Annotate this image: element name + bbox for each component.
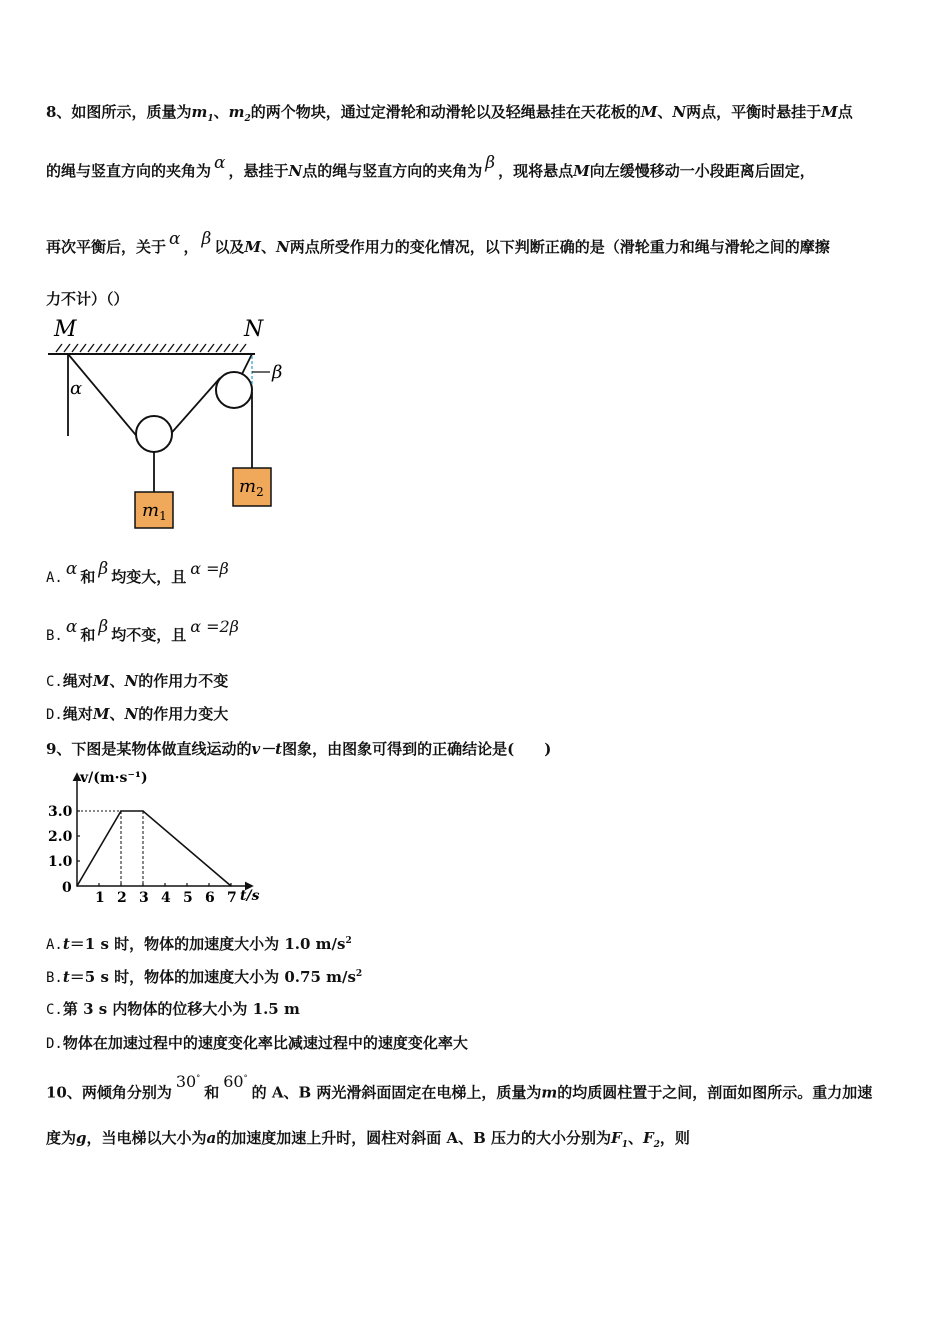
- q10-text: 的 A、B 两光滑斜面固定在电梯上，质量为: [251, 1083, 542, 1102]
- q8-sep: 、: [657, 103, 673, 121]
- option-letter: C.: [46, 674, 63, 690]
- x-tick-label: 3: [139, 890, 149, 906]
- q8-text: ，现将悬点: [498, 162, 574, 180]
- x-axis-label: t/s: [240, 888, 260, 904]
- q8-text: 力不计）（）: [46, 290, 129, 308]
- q10-text: 和: [204, 1083, 220, 1102]
- q9-option-a[interactable]: [46, 930, 352, 956]
- option-text: 的作用力变大: [138, 705, 229, 723]
- var-g: g: [76, 1129, 87, 1147]
- ceiling-hatching: [56, 344, 246, 352]
- q8-sep: 、: [213, 103, 229, 121]
- alpha-symbol: α: [214, 153, 226, 173]
- option-text: ＝1 s 时，物体的加速度大小为 1.0 m/s: [69, 935, 346, 953]
- y-axis-label: v/(m·s⁻¹): [80, 770, 148, 786]
- pulley-diagram: [40, 312, 310, 537]
- option-letter: B.: [46, 970, 63, 986]
- y-tick-label: 1.0: [48, 854, 73, 870]
- q8-text: ，: [183, 238, 199, 256]
- option-text: ＝5 s 时，物体的加速度大小为 0.75 m/s: [69, 968, 356, 986]
- x-tick-label: 1: [95, 890, 105, 906]
- data-point: [120, 810, 122, 812]
- q8-line-2: [46, 153, 815, 182]
- alpha-symbol: α: [65, 559, 78, 579]
- q8-text: ，悬挂于: [228, 162, 289, 180]
- beta-symbol: β: [485, 153, 496, 173]
- option-text: 和: [80, 568, 96, 586]
- option-letter: D.: [46, 707, 63, 723]
- q8-text: 两点，平衡时悬挂于: [686, 103, 822, 121]
- option-equation: α =2β: [190, 617, 239, 636]
- q8-sep: 、: [260, 238, 276, 256]
- label-m1: $m_1$: [142, 500, 167, 523]
- q8-line-4: [46, 288, 129, 310]
- alpha-symbol: α: [169, 229, 181, 249]
- y-tick-label: 3.0: [48, 804, 73, 820]
- q9-option-c[interactable]: [46, 998, 300, 1021]
- beta-symbol: β: [98, 617, 109, 637]
- label-M: M: [54, 317, 77, 342]
- var-F2-letter: F: [642, 1129, 654, 1147]
- option-text: 绳对: [62, 705, 93, 723]
- var-t: t: [62, 968, 70, 986]
- y-tick-label: 2.0: [48, 829, 73, 845]
- var-M: M: [573, 162, 590, 180]
- option-text: 绳对: [62, 672, 93, 690]
- angle-60-value: 60: [223, 1072, 244, 1092]
- option-text: 、: [109, 705, 125, 723]
- data-point: [230, 885, 232, 887]
- var-M: M: [244, 238, 261, 256]
- option-equation: α =β: [190, 559, 229, 578]
- q10-line-2: [46, 1127, 690, 1156]
- q8-text: 两点所受作用力的变化情况，以下判断正确的是（滑轮重力和绳与滑轮之间的摩擦: [289, 238, 830, 256]
- option-text: 均不变，且: [111, 626, 187, 644]
- q8-line-3: [46, 229, 830, 258]
- var-M: M: [821, 103, 838, 121]
- angle-30-value: 30: [175, 1072, 197, 1092]
- option-text: 物体在加速过程中的速度变化率比减速过程中的速度变化率大: [62, 1034, 468, 1052]
- q8-option-a[interactable]: [46, 559, 229, 589]
- q8-text: 点的绳与竖直方向的夹角为: [302, 162, 483, 180]
- label-N: N: [244, 317, 264, 342]
- rope-right-up: [167, 378, 220, 438]
- q8-line-1: [46, 101, 853, 130]
- var-F2-sub: 2: [653, 1140, 660, 1150]
- q10-text: 的加速度加速上升时，圆柱对斜面 A、B 压力的大小分别为: [216, 1129, 612, 1147]
- var-F1-sub: 1: [621, 1140, 628, 1150]
- var-t: t: [62, 935, 70, 953]
- q8-option-b[interactable]: [46, 617, 239, 647]
- alpha-symbol: α: [65, 617, 78, 637]
- q9-text: 9、下图是某物体做直线运动的: [46, 740, 252, 758]
- q10-text: 10、两倾角分别为: [46, 1083, 172, 1102]
- q10-text: ，当电梯以大小为: [86, 1129, 207, 1147]
- movable-pulley: [136, 416, 172, 452]
- var-vt: v－t: [251, 740, 283, 758]
- q10-text: 的均质圆柱置于之间，剖面如图所示。重力加速: [557, 1083, 873, 1102]
- option-text: 和: [80, 626, 96, 644]
- x-tick-label: 2: [117, 890, 127, 906]
- label-beta: β: [272, 362, 283, 383]
- x-tick-label: 7: [227, 890, 237, 906]
- q10-text: ，则: [659, 1129, 690, 1147]
- var-N: N: [275, 238, 290, 256]
- var-M: M: [92, 705, 110, 723]
- q8-text: 的绳与竖直方向的夹角为: [46, 162, 212, 180]
- q9-option-b[interactable]: [46, 963, 362, 989]
- q8-option-d[interactable]: [46, 703, 228, 726]
- option-letter: A.: [46, 937, 63, 953]
- var-m1: [191, 103, 214, 124]
- var-m: m: [541, 1083, 558, 1102]
- q9-line-1: [46, 738, 551, 760]
- q8-text: 以及: [214, 238, 245, 256]
- option-letter: B.: [46, 628, 63, 644]
- q10-sep: 、: [627, 1129, 643, 1147]
- degree-mark: °: [196, 1074, 201, 1083]
- label-m2: $m_2$: [239, 476, 264, 499]
- q9-text: 图象，由图象可得到的正确结论是( ): [282, 740, 552, 758]
- beta-symbol: β: [201, 229, 212, 249]
- label-alpha: α: [70, 378, 83, 399]
- option-letter: A.: [46, 570, 63, 586]
- x-tick-label: 6: [205, 890, 215, 906]
- option-text: 的作用力不变: [138, 672, 229, 690]
- q8-text: 的两个物块，通过定滑轮和动滑轮以及轻绳悬挂在天花板的: [250, 103, 641, 121]
- q9-option-d[interactable]: [46, 1032, 468, 1055]
- angle-60: [219, 1072, 251, 1091]
- beta-symbol: β: [98, 559, 109, 579]
- option-text: 、: [109, 672, 125, 690]
- vt-chart: [40, 768, 270, 908]
- var-N: N: [672, 103, 687, 121]
- var-a: a: [206, 1129, 217, 1147]
- q10-line-1: [46, 1072, 873, 1103]
- option-letter: D.: [46, 1036, 63, 1052]
- var-N: N: [124, 705, 139, 723]
- var-F1: [611, 1129, 628, 1150]
- option-text: 第 3 s 内物体的位移大小为 1.5 m: [62, 1000, 300, 1018]
- origin-label: 0: [62, 880, 72, 896]
- q8-text: 再次平衡后，关于: [46, 238, 167, 256]
- q8-text: 8、如图所示，质量为: [46, 103, 192, 121]
- q8-text: 向左缓慢移动一小段距离后固定，: [589, 162, 815, 180]
- var-M: M: [92, 672, 110, 690]
- var-N: N: [288, 162, 303, 180]
- var-N: N: [124, 672, 139, 690]
- option-sup: 2: [355, 969, 363, 979]
- data-point: [76, 885, 78, 887]
- velocity-line: [77, 811, 231, 886]
- x-tick-label: 5: [183, 890, 193, 906]
- angle-30: [172, 1072, 204, 1091]
- var-F1-letter: F: [611, 1129, 622, 1147]
- q8-text: 点: [837, 103, 853, 121]
- var-F2: [642, 1129, 660, 1150]
- var-M: M: [640, 103, 658, 121]
- var-m2-letter: m: [228, 103, 245, 121]
- option-sup: 2: [345, 936, 352, 946]
- option-text: 均变大，且: [111, 568, 187, 586]
- option-letter: C.: [46, 1002, 63, 1018]
- q8-option-c[interactable]: [46, 670, 228, 693]
- q10-text: 度为: [46, 1129, 77, 1147]
- data-point: [142, 810, 144, 812]
- var-m2-sub: 2: [244, 114, 251, 124]
- var-m1-letter: m: [191, 103, 208, 121]
- var-m1-sub: 1: [207, 114, 214, 124]
- x-tick-label: 4: [161, 890, 171, 906]
- var-m2: [228, 103, 251, 124]
- fixed-pulley: [216, 372, 252, 408]
- degree-mark: °: [243, 1074, 248, 1083]
